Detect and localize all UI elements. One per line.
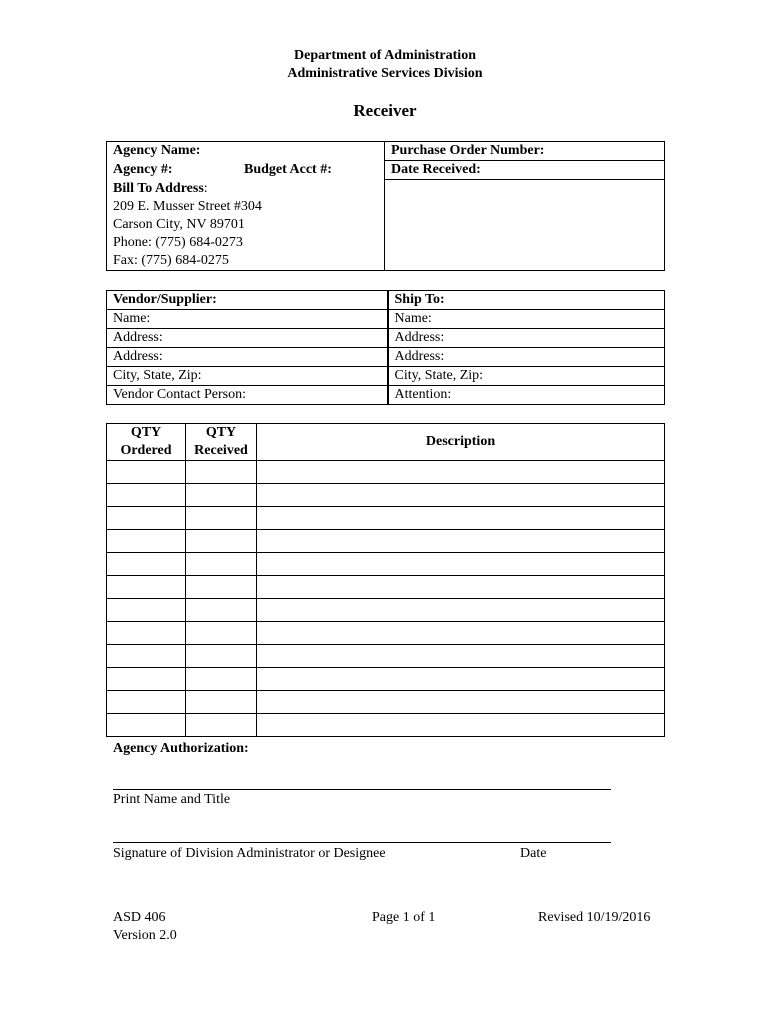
description-cell[interactable] — [257, 599, 665, 622]
ship-address2-field[interactable]: Address: — [388, 348, 665, 367]
description-cell[interactable] — [257, 668, 665, 691]
bill-to-city: Carson City, NV 89701 — [113, 216, 245, 232]
table-row — [107, 622, 665, 645]
description-cell[interactable] — [257, 714, 665, 737]
description-cell[interactable] — [257, 484, 665, 507]
qty-ordered-header: QTY Ordered — [107, 424, 186, 461]
qty-ordered-cell[interactable] — [107, 668, 186, 691]
table-row — [107, 691, 665, 714]
agency-number-row[interactable] — [107, 161, 385, 180]
ship-name-field[interactable]: Name: — [388, 310, 665, 329]
description-cell[interactable] — [257, 553, 665, 576]
qty-received-header: QTY Received — [186, 424, 257, 461]
agency-info-table — [106, 141, 665, 271]
description-cell[interactable] — [257, 645, 665, 668]
date-received-label[interactable]: Date Received: — [385, 161, 665, 180]
division-heading: Administrative Services Division — [287, 66, 483, 81]
qty-received-cell[interactable] — [186, 530, 257, 553]
vendor-city-state-zip-field[interactable]: City, State, Zip: — [107, 367, 388, 386]
signature-line[interactable] — [113, 842, 611, 843]
description-cell[interactable] — [257, 576, 665, 599]
qty-ordered-cell[interactable] — [107, 530, 186, 553]
bill-to-label: Bill To Address — [113, 180, 204, 196]
revised-date: Revised 10/19/2016 — [538, 910, 651, 925]
qty-received-cell[interactable] — [186, 553, 257, 576]
table-row — [107, 461, 665, 484]
qty-received-cell[interactable] — [186, 622, 257, 645]
qty-received-cell[interactable] — [186, 576, 257, 599]
department-heading: Department of Administration — [294, 48, 476, 63]
qty-received-cell[interactable] — [186, 668, 257, 691]
qty-ordered-cell[interactable] — [107, 576, 186, 599]
print-name-line[interactable] — [113, 789, 611, 790]
table-row — [107, 668, 665, 691]
signature-caption: Signature of Division Administrator or Designee — [113, 846, 386, 861]
items-table — [106, 423, 665, 737]
qty-received-cell[interactable] — [186, 691, 257, 714]
table-row — [107, 553, 665, 576]
qty-ordered-cell[interactable] — [107, 599, 186, 622]
budget-acct-label: Budget Acct #: — [244, 161, 332, 177]
po-number-label[interactable]: Purchase Order Number: — [385, 142, 665, 161]
vendor-contact-field[interactable]: Vendor Contact Person: — [107, 386, 388, 405]
page-indicator: Page 1 of 1 — [372, 910, 436, 925]
description-header: Description — [257, 424, 665, 461]
qty-ordered-cell[interactable] — [107, 553, 186, 576]
qty-received-cell[interactable] — [186, 714, 257, 737]
qty-ordered-cell[interactable] — [107, 484, 186, 507]
ship-city-state-zip-field[interactable]: City, State, Zip: — [388, 367, 665, 386]
qty-ordered-cell[interactable] — [107, 622, 186, 645]
bill-to-phone: Phone: (775) 684-0273 — [113, 234, 243, 250]
qty-received-cell[interactable] — [186, 599, 257, 622]
print-name-caption: Print Name and Title — [113, 792, 231, 807]
qty-received-cell[interactable] — [186, 484, 257, 507]
form-number: ASD 406 — [113, 910, 166, 925]
description-cell[interactable] — [257, 622, 665, 645]
qty-ordered-cell[interactable] — [107, 507, 186, 530]
ship-attention-field[interactable]: Attention: — [388, 386, 665, 405]
ship-address-field[interactable]: Address: — [388, 329, 665, 348]
agency-name-label[interactable]: Agency Name: — [107, 142, 385, 161]
ship-to-header: Ship To: — [388, 291, 665, 310]
qty-ordered-cell[interactable] — [107, 461, 186, 484]
agency-authorization-label: Agency Authorization: — [113, 741, 249, 756]
bill-to-street: 209 E. Musser Street #304 — [113, 198, 262, 214]
qty-received-cell[interactable] — [186, 645, 257, 668]
description-cell[interactable] — [257, 507, 665, 530]
form-version: Version 2.0 — [113, 928, 177, 943]
vendor-shipto-table — [106, 290, 665, 405]
vendor-name-field[interactable]: Name: — [107, 310, 388, 329]
po-blank-area[interactable] — [385, 180, 665, 271]
table-row — [107, 599, 665, 622]
date-caption: Date — [520, 846, 547, 861]
table-row — [107, 530, 665, 553]
qty-ordered-cell[interactable] — [107, 714, 186, 737]
qty-received-cell[interactable] — [186, 507, 257, 530]
vendor-address-field[interactable]: Address: — [107, 329, 388, 348]
description-cell[interactable] — [257, 461, 665, 484]
vendor-address2-field[interactable]: Address: — [107, 348, 388, 367]
vendor-header: Vendor/Supplier: — [107, 291, 388, 310]
table-row — [107, 484, 665, 507]
qty-ordered-cell[interactable] — [107, 691, 186, 714]
description-cell[interactable] — [257, 691, 665, 714]
form-title: Receiver — [353, 101, 417, 120]
bill-to-fax: Fax: (775) 684-0275 — [113, 252, 229, 268]
table-row — [107, 645, 665, 668]
table-row — [107, 507, 665, 530]
bill-to-address-block: Bill To Address: 209 E. Musser Street #304 Carson City, NV 89701 Phone: (775) 684-0273 Fax: (775) 684-0275 — [107, 180, 385, 271]
qty-received-cell[interactable] — [186, 461, 257, 484]
description-cell[interactable] — [257, 530, 665, 553]
agency-number-label: Agency #: — [113, 161, 173, 177]
qty-ordered-cell[interactable] — [107, 645, 186, 668]
table-row — [107, 714, 665, 737]
table-row — [107, 576, 665, 599]
